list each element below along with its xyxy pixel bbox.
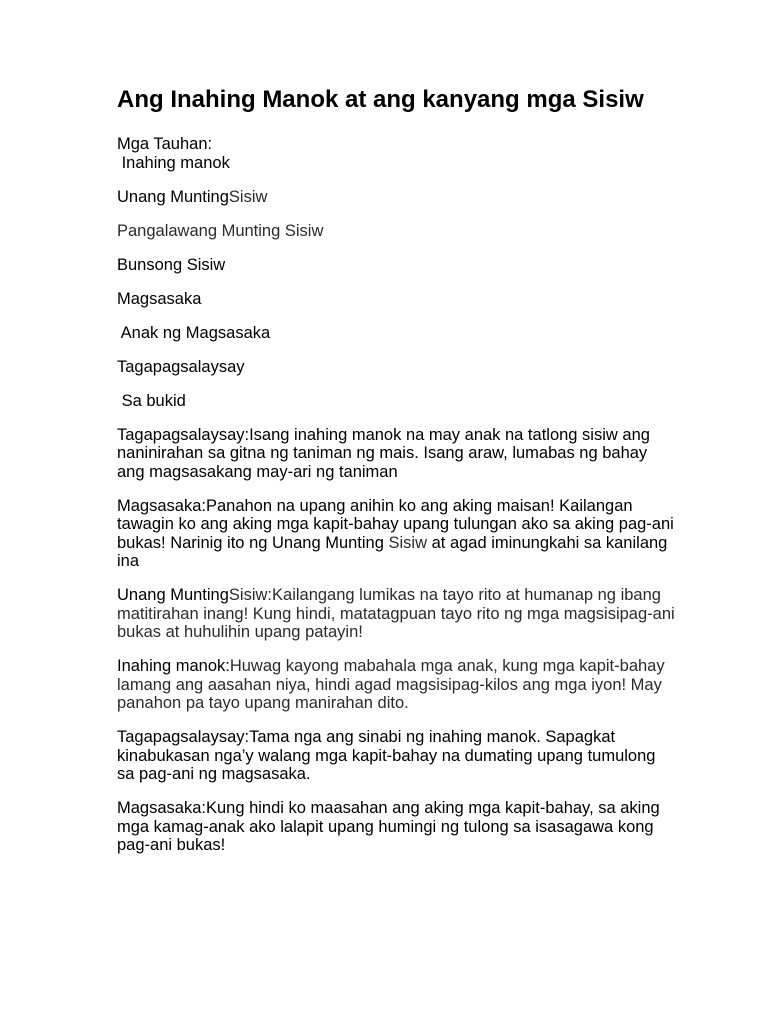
paragraph-3-part2: Sisiw:Kailangang lumikas na tayo rito at humanap ng ibang matitirahan inang! Kung hindi, matatagpuan tayo rito ng mga magsisipag-ani bukas at huhulihin upang patayin!: [117, 586, 675, 641]
cast-item-anak: Anak ng Magsasaka: [117, 323, 271, 342]
paragraph-3: [117, 586, 677, 642]
paragraph-4-part2: Huwag kayong mabahala mga anak, kung mga kapit-bahay lamang ang aasahan niya, hindi agad magsisipag-kilos ang mga iyon! May panahon pa tayo upang manirahan dito.: [117, 657, 665, 712]
cast-item-magsasaka: Magsasaka: [117, 289, 202, 308]
paragraph-4-part1: Inahing manok:: [117, 657, 230, 675]
paragraph-1: Tagapagsalaysay:Isang inahing manok na may anak na tatlong sisiw ang naninirahan sa gitna ng taniman ng mais. Isang araw, lumabas ng bahay ang magsasakang may-ari ng taniman: [117, 425, 650, 481]
paragraph-4: [117, 657, 677, 713]
setting-line: Sa bukid: [117, 391, 186, 410]
page-title: Ang Inahing Manok at ang kanyang mga Sisiw: [117, 86, 644, 113]
cast-section: [117, 135, 677, 172]
cast-item-unang-sisiw-part2: Sisiw: [228, 187, 268, 206]
paragraph-2-part1: Magsasaka:Panahon na upang anihin ko ang aking maisan! Kailangan tawagin ko ang aking mga kapit-bahay upang tulungan ako sa aking pag-ani bukas! Narinig ito ng Unang Munting: [117, 496, 674, 552]
paragraph-2-part3: at agad iminungkahi sa kanilang ina: [117, 533, 668, 570]
cast-item-bunsong-sisiw: Bunsong Sisiw: [117, 255, 226, 274]
cast-item-tagapagsalaysay: Tagapagsalaysay: [117, 357, 245, 376]
paragraph-3-part1: Unang Munting: [117, 586, 229, 604]
paragraph-6: Magsasaka:Kung hindi ko maasahan ang aking mga kapit-bahay, sa aking mga kamag-anak ako lalapit upang humingi ng tulong sa isasagawa kong pag-ani bukas!: [117, 799, 660, 854]
paragraph-2-part2: Sisiw: [388, 533, 428, 552]
cast-item-unang-sisiw: [117, 188, 677, 207]
cast-heading: Mga Tauhan:: [117, 135, 213, 153]
paragraph-5: Tagapagsalaysay:Tama nga ang sinabi ng inahing manok. Sapagkat kinabukasan nga’y walang mga kapit-bahay na dumating upang tumulong sa pag-ani ng magsasaka.: [117, 728, 656, 783]
document-body: [117, 84, 677, 855]
cast-item-unang-sisiw-part1: Unang Munting: [117, 187, 229, 206]
cast-item-inahing-manok: Inahing manok: [117, 153, 230, 172]
cast-item-pangalawang-sisiw: Pangalawang Munting Sisiw: [117, 221, 324, 240]
paragraph-2: [117, 497, 677, 571]
